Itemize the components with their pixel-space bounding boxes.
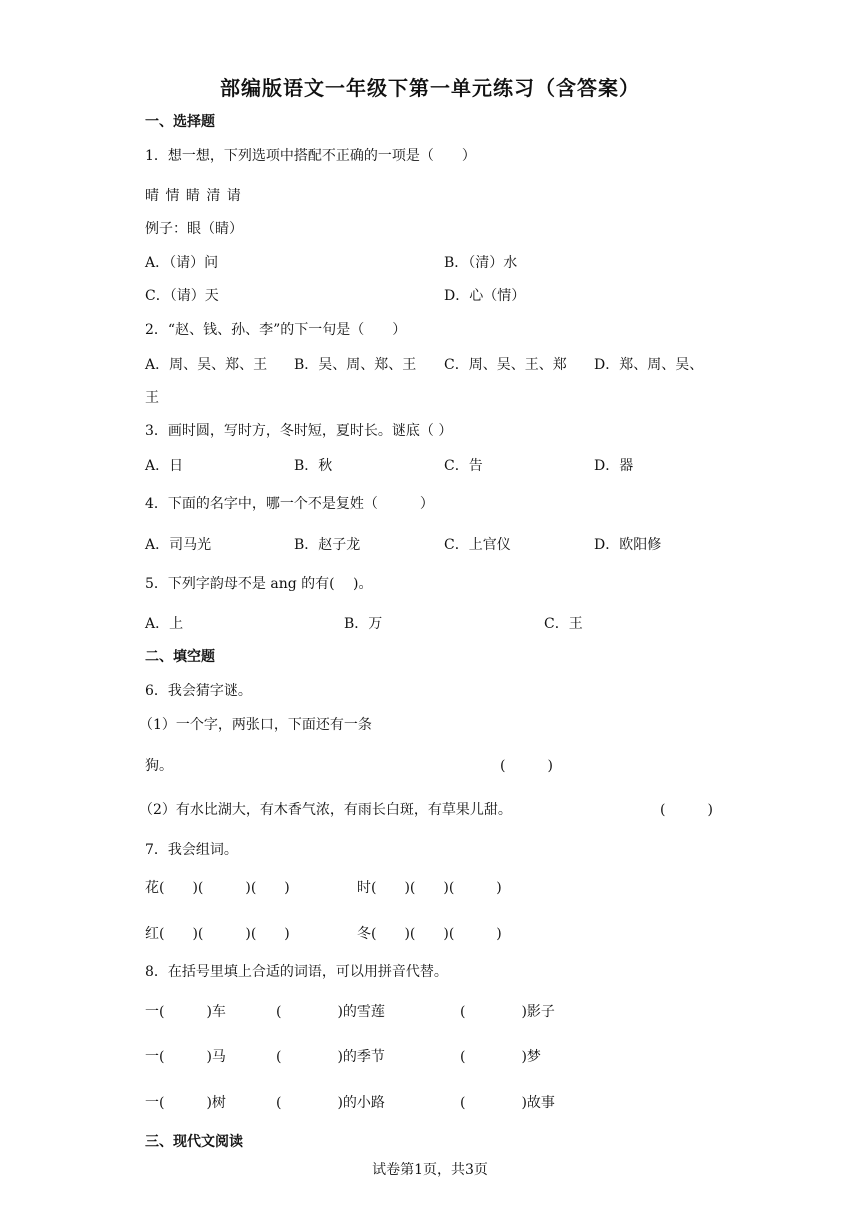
section-heading-choice: 一、选择题 xyxy=(145,114,215,130)
question-1-option-a: A．（请）问 xyxy=(145,255,219,271)
question-8-row-1-col-3: ( )影子 xyxy=(460,1004,555,1020)
question-6-part-1-continued: 狗。 xyxy=(145,758,173,774)
question-6-stem: 6．我会猜字谜。 xyxy=(145,683,252,699)
question-7-stem: 7．我会组词。 xyxy=(145,842,238,858)
question-5-option-a: A．上 xyxy=(145,616,184,632)
question-3-option-c: C．告 xyxy=(444,458,483,474)
question-8-row-1-col-2: ( )的雪莲 xyxy=(276,1004,385,1020)
question-8-row-2-col-1: 一( )马 xyxy=(145,1049,226,1065)
question-5-stem: 5．下列字韵母不是 ang 的有( )。 xyxy=(145,576,373,592)
question-2-option-d-continued: 王 xyxy=(145,390,159,406)
question-4-stem: 4．下面的名字中，哪一个不是复姓（ ） xyxy=(145,496,434,512)
question-5-option-c: C．王 xyxy=(544,616,583,632)
question-1-option-d: D．心（情） xyxy=(444,288,526,304)
question-5-option-b: B．万 xyxy=(344,616,383,632)
question-3-option-a: A．日 xyxy=(145,458,184,474)
question-8-row-2-col-3: ( )梦 xyxy=(460,1049,541,1065)
page-title: 部编版语文一年级下第一单元练习（含答案） xyxy=(220,76,640,100)
question-6-part-1-answer-blank: ( ) xyxy=(500,758,553,774)
question-8-row-3-col-1: 一( )树 xyxy=(145,1095,226,1111)
question-1-example: 例子：眼（睛） xyxy=(145,221,243,237)
question-6-part-2: （2）有水比湖大，有木香气浓，有雨长白斑，有草果儿甜。 xyxy=(139,802,512,818)
question-7-row-2-left: 红( )( )( ) xyxy=(145,926,290,942)
question-2-option-b: B．吴、周、郑、王 xyxy=(294,357,417,373)
question-4-option-c: C．上官仪 xyxy=(444,537,511,553)
question-8-stem: 8．在括号里填上合适的词语，可以用拼音代替。 xyxy=(145,964,448,980)
question-6-part-2-answer-blank: ( ) xyxy=(660,802,713,818)
question-1-chars: 晴 情 睛 清 请 xyxy=(145,188,242,204)
question-2-option-d: D．郑、周、吴、 xyxy=(594,357,704,373)
question-8-row-3-col-3: ( )故事 xyxy=(460,1095,555,1111)
question-7-row-2-right: 冬( )( )( ) xyxy=(357,926,502,942)
question-4-option-b: B．赵子龙 xyxy=(294,537,361,553)
question-3-option-d: D．器 xyxy=(594,458,634,474)
question-8-row-1-col-1: 一( )车 xyxy=(145,1004,226,1020)
question-2-option-a: A．周、吴、郑、王 xyxy=(145,357,268,373)
page-footer: 试卷第1页，共3页 xyxy=(372,1162,488,1178)
question-8-row-2-col-2: ( )的季节 xyxy=(276,1049,385,1065)
section-heading-fill: 二、填空题 xyxy=(145,649,215,665)
question-4-option-a: A．司马光 xyxy=(145,537,212,553)
question-2-option-c: C．周、吴、王、郑 xyxy=(444,357,567,373)
question-3-option-b: B．秋 xyxy=(294,458,333,474)
question-7-row-1-left: 花( )( )( ) xyxy=(145,880,290,896)
question-4-option-d: D．欧阳修 xyxy=(594,537,662,553)
section-heading-reading: 三、现代文阅读 xyxy=(145,1134,243,1150)
question-2-stem: 2．“赵、钱、孙、李”的下一句是（ ） xyxy=(145,322,407,338)
question-6-part-1: （1）一个字，两张口，下面还有一条 xyxy=(139,717,372,733)
question-7-row-1-right: 时( )( )( ) xyxy=(357,880,502,896)
question-8-row-3-col-2: ( )的小路 xyxy=(276,1095,385,1111)
question-1-option-b: B．（清）水 xyxy=(444,255,518,271)
question-1-stem: 1．想一想，下列选项中搭配不正确的一项是（ ） xyxy=(145,148,476,164)
question-3-stem: 3．画时圆，写时方，冬时短，夏时长。谜底（ ） xyxy=(145,423,453,439)
question-1-option-c: C．（请）天 xyxy=(145,288,219,304)
